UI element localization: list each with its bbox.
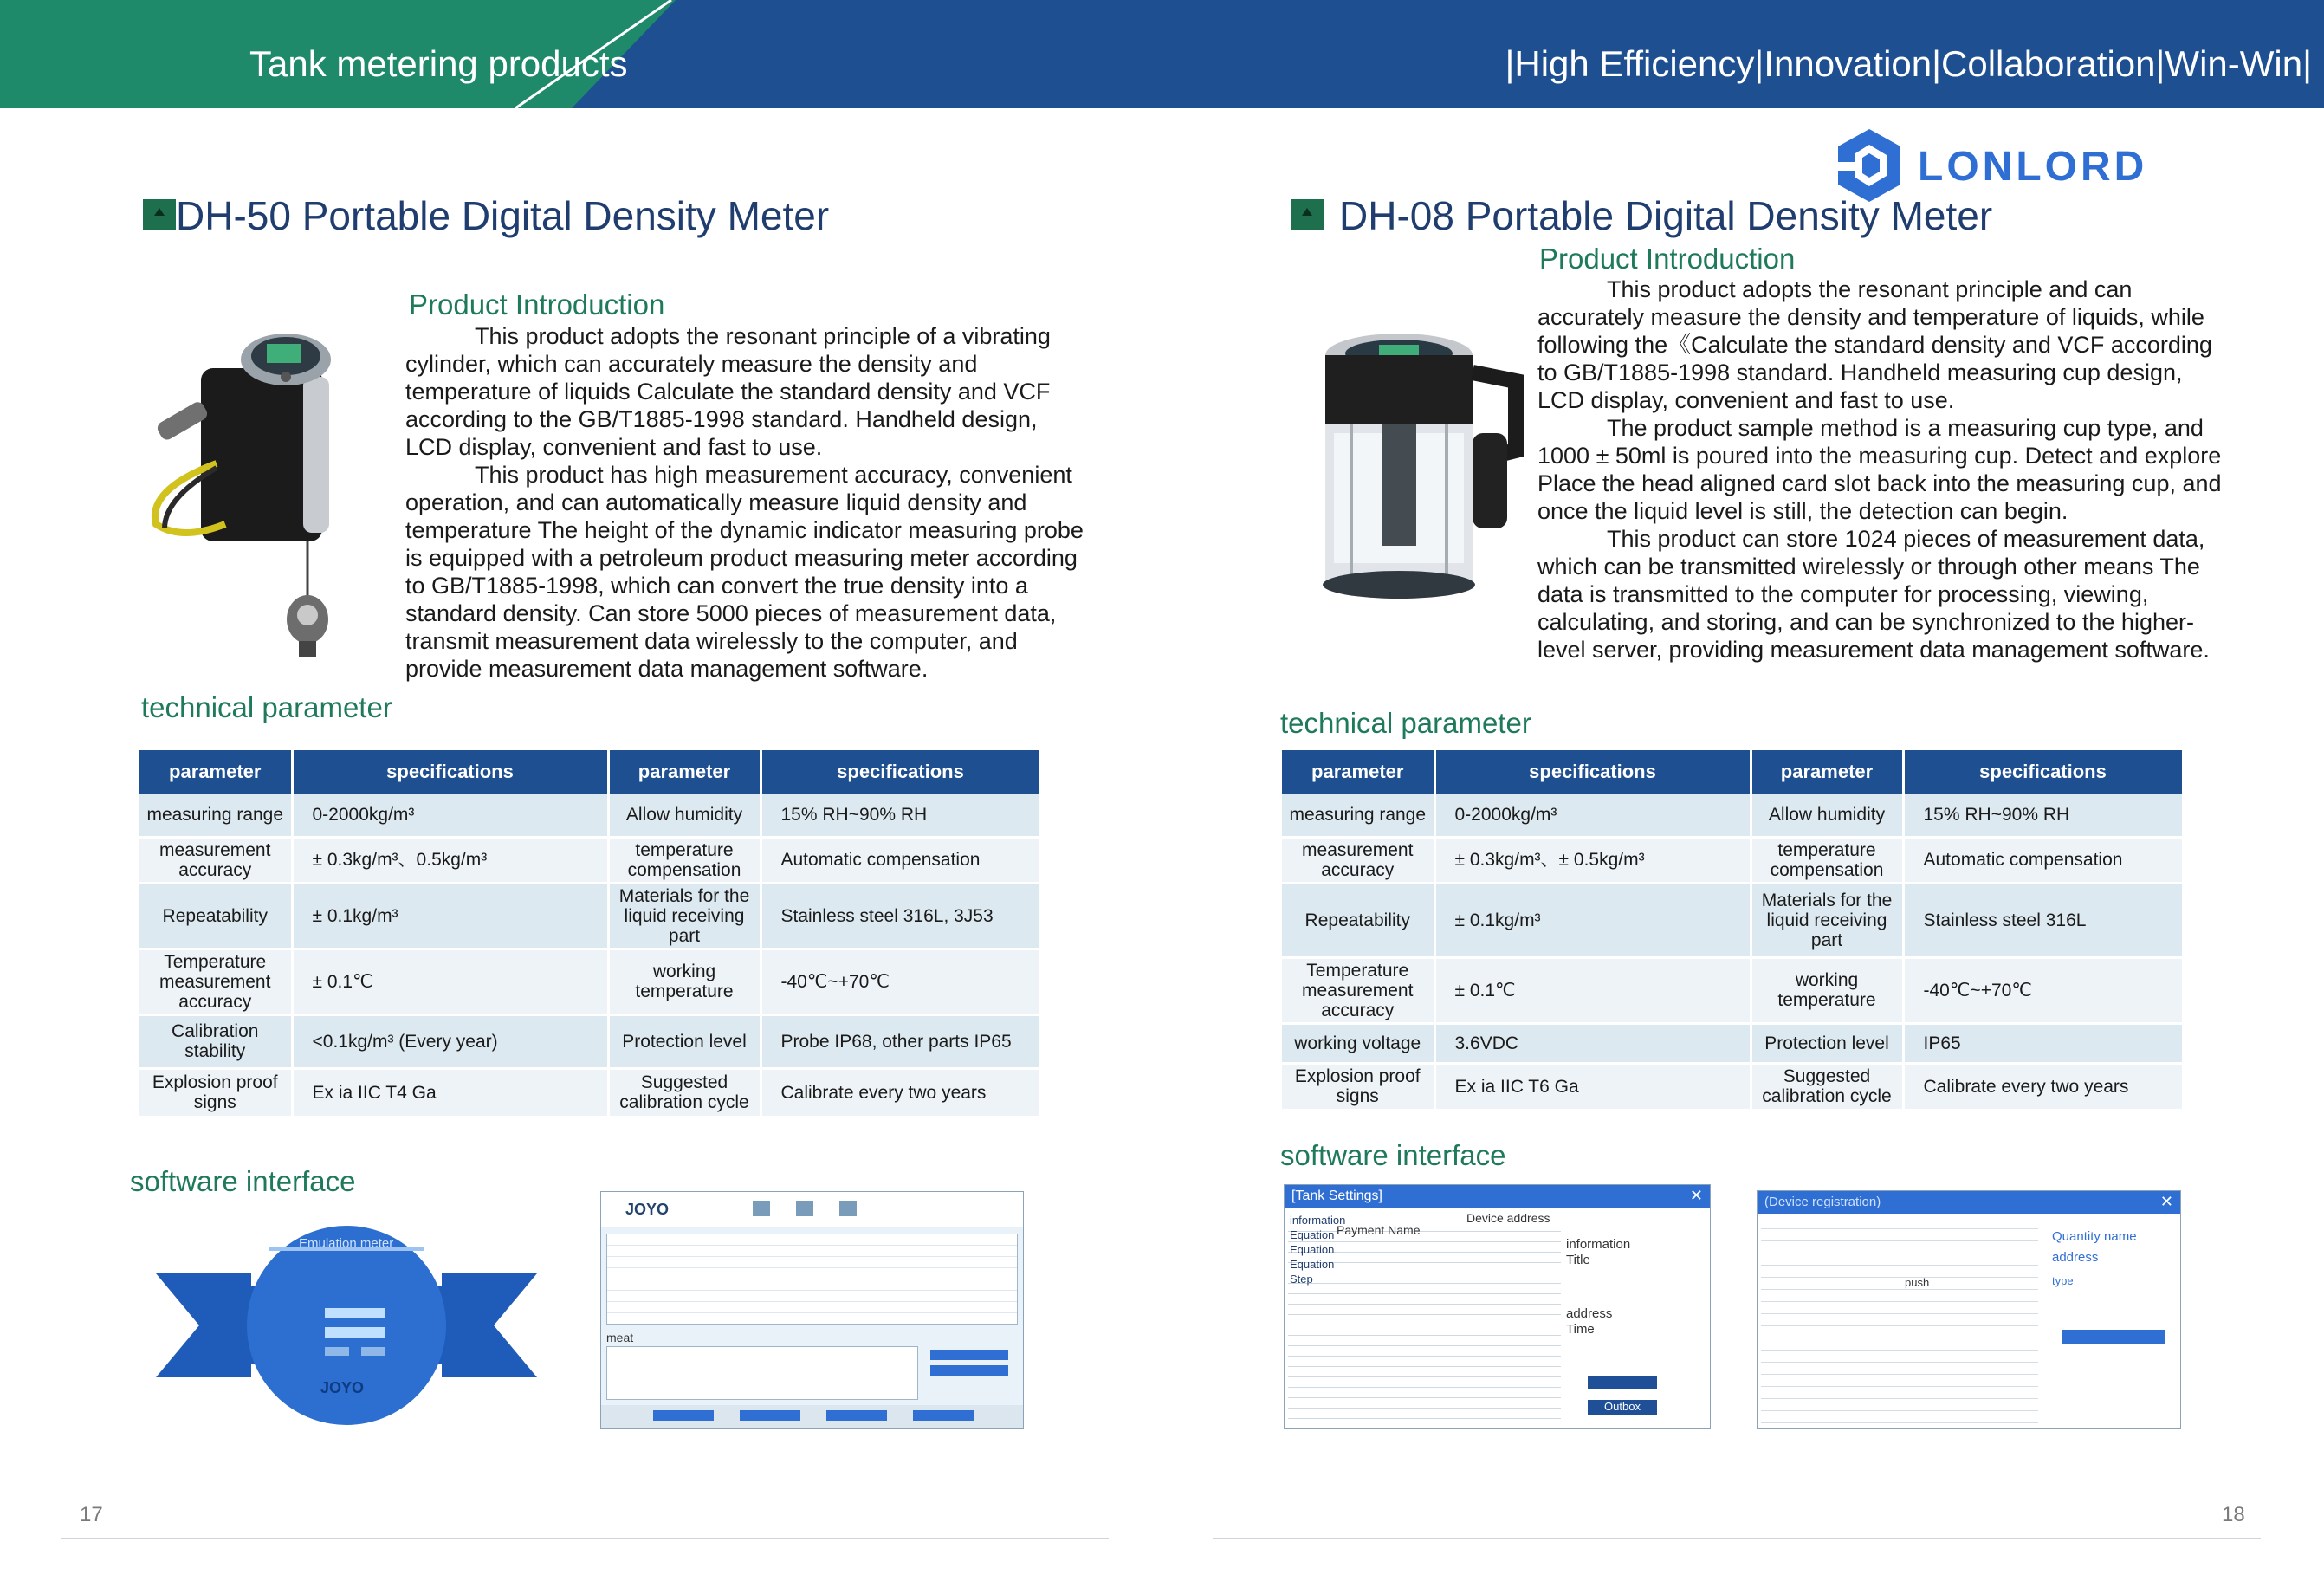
table-cell: Calibrate every two years xyxy=(761,1068,1040,1117)
software-screenshot-device-registration xyxy=(1757,1190,2181,1429)
software-screenshot-login xyxy=(156,1221,537,1429)
action-button xyxy=(913,1410,974,1421)
table-cell: ± 0.3kg/m³、± 0.5kg/m³ xyxy=(1434,837,1751,883)
logo-text: LONLORD xyxy=(1918,144,2148,190)
software-screenshot-table xyxy=(600,1191,1024,1429)
table-cell: ± 0.1kg/m³ xyxy=(1434,883,1751,957)
toolbar-icon xyxy=(839,1201,857,1216)
table-cell: Repeatability xyxy=(1282,883,1434,957)
data-grid-bottom xyxy=(606,1346,918,1400)
table-cell: Ex ia IIC T6 Ga xyxy=(1434,1063,1751,1110)
dh08-product-image xyxy=(1299,329,1533,615)
table-cell: Materials for the liquid receiving part xyxy=(1751,883,1903,957)
right-intro-paragraph: This product can store 1024 pieces of measurement data, which can be transmitted wirelessly or through other means The data is transmitted to the computer for processing, viewing, calculating, and storing, and can be synchronized to the higher-level server, providing measurement data management software. xyxy=(1537,526,2210,663)
right-product-title: DH-08 Portable Digital Density Meter xyxy=(1339,193,1993,238)
table-cell: Suggested calibration cycle xyxy=(1751,1063,1903,1110)
table-cell: Repeatability xyxy=(139,883,292,949)
table-cell: ± 0.1℃ xyxy=(292,949,608,1014)
table-cell: Protection level xyxy=(1751,1023,1903,1063)
grid-label: Equation xyxy=(1290,1243,1335,1256)
left-footer-line xyxy=(61,1538,1109,1539)
close-icon[interactable]: ✕ xyxy=(1689,1187,1703,1204)
left-intro-body xyxy=(405,322,1090,683)
table-cell: IP65 xyxy=(1903,1023,2183,1063)
grid-label: Equation xyxy=(1290,1258,1335,1271)
right-spec-table xyxy=(1282,750,2185,1111)
ribbon-banner-graphic xyxy=(156,1221,537,1429)
table-header-row xyxy=(1282,750,2183,794)
table-cell: -40℃~+70℃ xyxy=(1903,957,2183,1023)
window-title: [Tank Settings] xyxy=(1291,1189,1382,1203)
action-button xyxy=(930,1365,1008,1376)
table-cell: -40℃~+70℃ xyxy=(761,949,1040,1014)
table-cell: Stainless steel 316L, 3J53 xyxy=(761,883,1040,949)
table-cell: 15% RH~90% RH xyxy=(761,794,1040,837)
table-cell: Stainless steel 316L xyxy=(1903,883,2183,957)
left-intro-paragraph: This product has high measurement accuracy, convenient operation, and can automatically measure liquid density and temperature The height of the dynamic indicator measuring probe is equipped with a petroleum product measuring meter according to GB/T1885-1998, which can convert the true density into a standard density. Can store 5000 pieces of measurement data, transmit measurement data wirelessly to the computer, and provide measurement data management software. xyxy=(405,462,1084,682)
login-brand-text: JOYO xyxy=(320,1379,365,1396)
header-title: Tank metering products xyxy=(249,43,628,84)
table-cell: 0-2000kg/m³ xyxy=(292,794,608,837)
left-software-title: software interface xyxy=(130,1165,356,1197)
data-grid xyxy=(1761,1217,2038,1425)
right-footer-line xyxy=(1213,1538,2261,1539)
table-cell: measurement accuracy xyxy=(1282,837,1434,883)
left-tech-title: technical parameter xyxy=(141,691,392,723)
grid-label: push xyxy=(1905,1276,1930,1289)
action-button xyxy=(740,1410,800,1421)
address-label: address xyxy=(2052,1250,2099,1265)
table-cell: 3.6VDC xyxy=(1434,1023,1751,1063)
table-row xyxy=(1282,957,2183,1023)
right-intro-title: Product Introduction xyxy=(1539,243,1796,275)
table-cell: Materials for the liquid receiving part xyxy=(608,883,761,949)
left-intro-paragraph: This product adopts the resonant principle of a vibrating cylinder, which can accurately measure the density and temperature of liquids Calculate the standard density and VCF according to the GB/T1885-1998 standard. Handheld design, LCD display, convenient and fast to use. xyxy=(405,323,1051,460)
left-page-number: 17 xyxy=(80,1503,103,1526)
payment-name-label: Payment Name xyxy=(1337,1223,1421,1237)
dh50-product-image xyxy=(130,316,364,663)
toolbar-icon xyxy=(796,1201,813,1216)
quantity-name-label: Quantity name xyxy=(2052,1229,2137,1244)
table-cell: 15% RH~90% RH xyxy=(1903,794,2183,837)
table-row xyxy=(1282,837,2183,883)
table-cell: Explosion proof signs xyxy=(139,1068,292,1117)
submit-button[interactable] xyxy=(2062,1330,2165,1344)
right-intro-paragraph: The product sample method is a measuring cup type, and 1000 ± 50ml is poured into the measuring cup. Detect and explore Place the head aligned card slot back into the measuring cup, and once the liquid level is still, the detection can begin. xyxy=(1537,415,2222,524)
login-panel-title: Emulation meter xyxy=(299,1236,394,1251)
table-cell: ± 0.3kg/m³、0.5kg/m³ xyxy=(292,837,608,883)
table-row xyxy=(139,883,1040,949)
table-row xyxy=(139,837,1040,883)
column-header: parameter xyxy=(608,750,761,794)
software-screenshot-tank-settings xyxy=(1284,1184,1711,1429)
table-cell: working temperature xyxy=(608,949,761,1014)
address-label: address xyxy=(1566,1306,1613,1321)
toolbar-icon xyxy=(753,1201,770,1216)
table-cell: measuring range xyxy=(1282,794,1434,837)
window-title: (Device registration) xyxy=(1764,1195,1881,1209)
action-button[interactable] xyxy=(1588,1376,1657,1389)
title-label: Title xyxy=(1566,1253,1590,1267)
header-slogan: |High Efficiency|Innovation|Collaboration|Win-Win| xyxy=(1505,43,2312,84)
left-spec-table xyxy=(139,750,1042,1118)
column-header: specifications xyxy=(1434,750,1751,794)
table-cell: temperature compensation xyxy=(1751,837,1903,883)
table-cell: working voltage xyxy=(1282,1023,1434,1063)
grid-label: Step xyxy=(1290,1273,1313,1286)
table-cell: Ex ia IIC T4 Ga xyxy=(292,1068,608,1117)
table-cell: Probe IP68, other parts IP65 xyxy=(761,1014,1040,1068)
time-label: Time xyxy=(1566,1322,1595,1337)
column-header: parameter xyxy=(1751,750,1903,794)
table-cell: Automatic compensation xyxy=(1903,837,2183,883)
table-row xyxy=(139,1068,1040,1117)
table-row xyxy=(139,794,1040,837)
table-cell: Explosion proof signs xyxy=(1282,1063,1434,1110)
table-header-row xyxy=(139,750,1040,794)
column-header: parameter xyxy=(139,750,292,794)
table-cell: <0.1kg/m³ (Every year) xyxy=(292,1014,608,1068)
grid-label: information xyxy=(1290,1214,1346,1227)
grid-label: Equation xyxy=(1290,1228,1335,1241)
outbox-button[interactable]: Outbox xyxy=(1588,1400,1657,1415)
table-row xyxy=(139,1014,1040,1068)
column-header: specifications xyxy=(1903,750,2183,794)
right-tech-title: technical parameter xyxy=(1280,707,1531,739)
column-header: parameter xyxy=(1282,750,1434,794)
right-page-number: 18 xyxy=(2222,1503,2245,1526)
table-cell: working temperature xyxy=(1751,957,1903,1023)
action-button xyxy=(826,1410,887,1421)
device-address-label: Device address xyxy=(1466,1211,1550,1225)
table-cell: Temperature measurement accuracy xyxy=(139,949,292,1014)
column-header: specifications xyxy=(292,750,608,794)
app-brand-text: JOYO xyxy=(625,1201,670,1218)
action-button xyxy=(653,1410,714,1421)
info-label: information xyxy=(1566,1237,1631,1252)
close-icon[interactable]: ✕ xyxy=(2159,1193,2173,1210)
table-cell: Automatic compensation xyxy=(761,837,1040,883)
table-cell: Calibration stability xyxy=(139,1014,292,1068)
table-cell: measuring range xyxy=(139,794,292,837)
table-row xyxy=(1282,883,2183,957)
table-cell: Suggested calibration cycle xyxy=(608,1068,761,1117)
action-button xyxy=(930,1350,1008,1360)
table-cell: Protection level xyxy=(608,1014,761,1068)
right-intro-body xyxy=(1537,275,2226,664)
table-cell: 0-2000kg/m³ xyxy=(1434,794,1751,837)
right-software-title: software interface xyxy=(1280,1139,1506,1171)
data-grid-top xyxy=(606,1234,1018,1325)
table-row xyxy=(1282,794,2183,837)
type-label: type xyxy=(2052,1274,2074,1287)
table-cell: Calibrate every two years xyxy=(1903,1063,2183,1110)
table-row xyxy=(1282,1063,2183,1110)
table-cell: Allow humidity xyxy=(1751,794,1903,837)
column-header: specifications xyxy=(761,750,1040,794)
table-cell: Temperature measurement accuracy xyxy=(1282,957,1434,1023)
section-marker-icon xyxy=(143,199,176,230)
table-cell: ± 0.1kg/m³ xyxy=(292,883,608,949)
table-cell: Allow humidity xyxy=(608,794,761,837)
table-row xyxy=(1282,1023,2183,1063)
left-intro-title: Product Introduction xyxy=(409,288,665,321)
grid-label: meat xyxy=(606,1331,634,1344)
table-cell: temperature compensation xyxy=(608,837,761,883)
section-marker-icon xyxy=(1291,199,1324,230)
right-intro-paragraph: This product adopts the resonant principle and can accurately measure the density and temperature of liquids, while following the《Calculate the standard density and VCF according to GB/T1885-1998 standard. Handheld measuring cup design, LCD display, convenient and fast to use. xyxy=(1537,276,2212,413)
table-row xyxy=(139,949,1040,1014)
left-product-title: DH-50 Portable Digital Density Meter xyxy=(176,193,830,238)
table-cell: measurement accuracy xyxy=(139,837,292,883)
table-cell: ± 0.1℃ xyxy=(1434,957,1751,1023)
header-band xyxy=(0,0,2324,108)
